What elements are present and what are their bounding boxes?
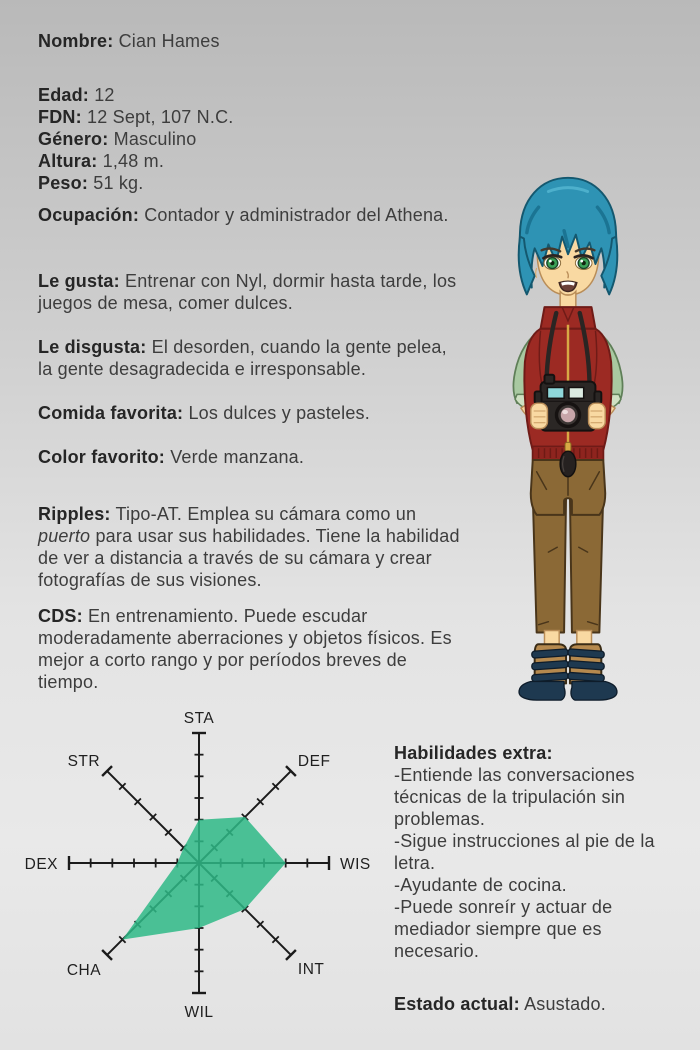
character-boots — [519, 631, 617, 701]
profile-name — [38, 30, 464, 52]
vital-row-peso — [38, 172, 464, 194]
camera-viewfinder-teal — [547, 388, 564, 399]
field-value: El desorden, cuando la gente pelea, la gente desagradecida e irresponsable. — [38, 337, 447, 379]
field-label: Le disgusta: — [38, 337, 147, 357]
character-art-svg — [470, 168, 666, 705]
character-pants — [531, 451, 605, 632]
field-value: Cian Hames — [118, 31, 220, 51]
section-le-gusta — [38, 270, 464, 314]
ripples-text-pre: Tipo-AT. Emplea su cámara como un — [115, 504, 417, 524]
field-value: Masculino — [113, 129, 197, 149]
radar-label-wis: WIS — [340, 856, 371, 873]
field-value: En entrenamiento. Puede escudar moderadamente aberraciones y objetos físicos. Es mejor a corto rango y por períodos breves de tiempo. — [38, 606, 452, 692]
status-value: Asustado. — [524, 994, 606, 1014]
field-label: Color favorito: — [38, 447, 165, 467]
profile-vitals — [38, 84, 464, 194]
field-label: FDN: — [38, 107, 82, 127]
radar-label-int: INT — [297, 960, 325, 978]
extra-ability-item: -Sigue instrucciones al pie de la letra. — [394, 831, 655, 873]
vital-row-fdn — [38, 106, 464, 128]
radar-label-wil: WIL — [184, 1004, 214, 1021]
radar-label-cha: CHA — [66, 961, 102, 979]
extra-ability-item: -Entiende las conversaciones técnicas de la tripulación sin problemas. — [394, 765, 635, 829]
field-value: Los dulces y pasteles. — [188, 403, 370, 423]
radar-chart-svg — [18, 703, 388, 1033]
section-color-favorito — [38, 446, 464, 468]
field-label: Comida favorita: — [38, 403, 184, 423]
ripples-italic-word: puerto — [38, 526, 91, 546]
extra-abilities — [394, 742, 690, 962]
extra-abilities-heading: Habilidades extra: — [394, 743, 553, 763]
extra-ability-item: -Puede sonreír y actuar de mediador siempre que es necesario. — [394, 897, 613, 961]
vital-row-genero — [38, 128, 464, 150]
field-label: Edad: — [38, 85, 90, 105]
radar-label-def: DEF — [297, 753, 331, 771]
radar-label-str: STR — [67, 753, 101, 771]
field-label: Le gusta: — [38, 271, 120, 291]
status-label: Estado actual: — [394, 994, 520, 1014]
section-cds — [38, 605, 464, 693]
character-illustration — [470, 168, 666, 705]
field-label: Nombre: — [38, 31, 114, 51]
section-comida-favorita — [38, 402, 464, 424]
field-value: Entrenar con Nyl, dormir hasta tarde, los juegos de mesa, comer dulces. — [38, 271, 457, 313]
section-ocupacion — [38, 204, 464, 226]
camera-viewfinder-pale — [569, 388, 584, 399]
vital-row-edad — [38, 84, 464, 106]
character-head — [519, 178, 618, 300]
field-label: CDS: — [38, 606, 83, 626]
field-label: Ocupación: — [38, 205, 140, 225]
section-le-disgusta — [38, 336, 464, 380]
field-label: Ripples: — [38, 504, 111, 524]
radar-chart — [18, 703, 388, 1033]
field-value: Verde manzana. — [170, 447, 305, 467]
vital-row-altura — [38, 150, 464, 172]
field-label: Altura: — [38, 151, 98, 171]
field-label: Peso: — [38, 173, 89, 193]
radar-label-dex: DEX — [24, 856, 58, 873]
ripples-text-post: para usar sus habilidades. Tiene la habilidad de ver a distancia a través de su cámara y crear fotografías de sus visiones. — [38, 526, 460, 590]
extra-ability-item: -Ayudante de cocina. — [394, 875, 567, 895]
field-value: 12 — [94, 85, 115, 105]
field-value: Contador y administrador del Athena. — [144, 205, 449, 225]
status-line — [394, 993, 690, 1015]
field-value: 1,48 m. — [102, 151, 165, 171]
field-value: 51 kg. — [93, 173, 144, 193]
radar-label-sta: STA — [183, 710, 215, 727]
field-label: Género: — [38, 129, 109, 149]
radar-polygon — [122, 817, 285, 940]
section-ripples — [38, 503, 464, 591]
field-value: 12 Sept, 107 N.C. — [87, 107, 234, 127]
